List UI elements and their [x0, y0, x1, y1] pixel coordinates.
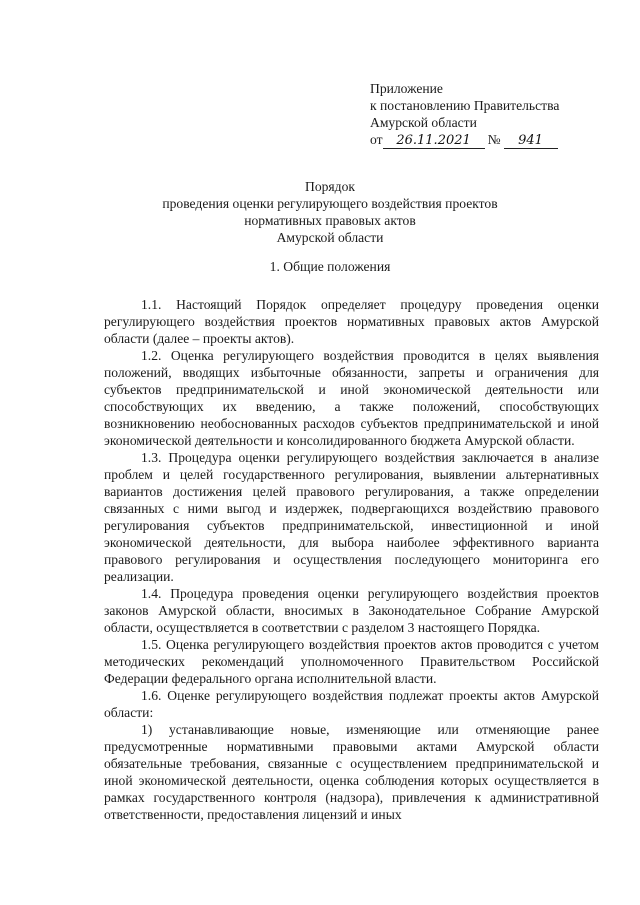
- title-line-4: Амурской области: [276, 230, 384, 245]
- appendix-label: Приложение: [370, 81, 443, 96]
- title-line-2: проведения оценки регулирующего воздействия проектов: [162, 196, 498, 211]
- handwritten-date: 26.11.2021: [383, 133, 485, 149]
- document-body: [104, 296, 599, 823]
- handwritten-number: 941: [504, 133, 558, 149]
- paragraph-1-6: 1.6. Оценке регулирующего воздействия подлежат проекты актов Амурской области:: [104, 688, 599, 720]
- title-line-3: нормативных правовых актов: [244, 213, 416, 228]
- number-label: №: [487, 132, 501, 147]
- paragraph-1-3: 1.3. Процедура оценки регулирующего воздействия заключается в анализе проблем и целей государственного регулирования, выявлении альтернативных вариантов достижения целей правового регулирования, а также определении связанных с ними выгод и издержек, подвергающихся воздействию правового регулирования субъектов предпринимательской, инвестиционной и иной экономической деятельности, для выбора наиболее эффективного варианта правового регулирования и осуществления последующего мониторинга его реализации.: [104, 450, 599, 584]
- paragraph-1-4: 1.4. Процедура проведения оценки регулирующего воздействия проектов законов Амурской области, вносимых в Законодательное Собрание Амурской области, осуществляется в соответствии с разделом 3 настоящего Порядка.: [104, 586, 599, 635]
- title-line-1: Порядок: [305, 179, 355, 194]
- approval-block: [370, 80, 620, 149]
- paragraph-1-5: 1.5. Оценка регулирующего воздействия проектов актов проводится с учетом методических рекомендаций уполномоченного Правительством Российской Федерации федерального органа исполнительной власти.: [104, 637, 599, 686]
- from-label: от: [370, 132, 383, 147]
- paragraph-1-6-item-1: 1) устанавливающие новые, изменяющие или отменяющие ранее предусмотренные нормативными правовыми актами Амурской области обязательные требования, связанные с осуществлением предпринимательской и иной экономической деятельности, оценка соблюдения которых осуществляется в рамках государственного контроля (надзора), привлечения к административной ответственности, предоставления лицензий и иных: [104, 722, 599, 822]
- region-label: Амурской области: [370, 115, 477, 130]
- resolution-label: к постановлению Правительства: [370, 98, 560, 113]
- paragraph-1-2: 1.2. Оценка регулирующего воздействия проводится в целях выявления положений, вводящих избыточные обязанности, запреты и ограничения для субъектов предпринимательской и иной экономической деятельности или способствующих их введению, а также положений, способствующих возникновению необоснованных расходов субъектов предпринимательской и иной экономической деятельности и консолидированного бюджета Амурской области.: [104, 348, 599, 448]
- paragraph-1-1: 1.1. Настоящий Порядок определяет процедуру проведения оценки регулирующего воздействия проектов нормативных правовых актов Амурской области (далее – проекты актов).: [104, 297, 599, 346]
- document-title: [100, 178, 560, 246]
- date-number-line: [370, 131, 620, 149]
- section-heading: 1. Общие положения: [269, 259, 391, 274]
